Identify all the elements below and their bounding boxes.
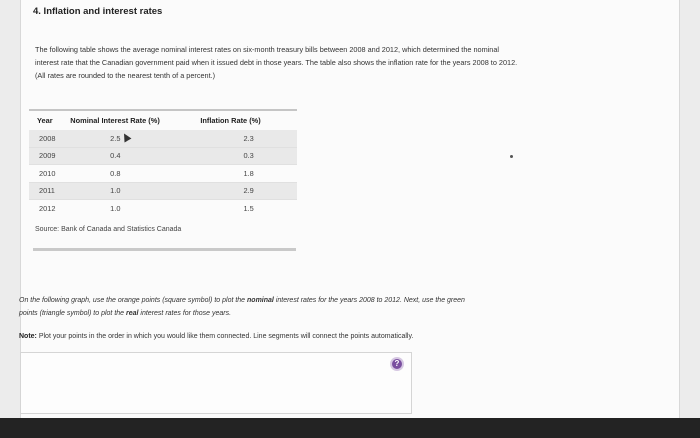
header-year: Year bbox=[37, 116, 53, 125]
cell-inflation: 1.5 bbox=[200, 200, 297, 217]
note-text: Plot your points in the order in which you would like them connected. Line segments will connect the points automatically. bbox=[36, 333, 414, 340]
instr-text-3: points (triangle symbol) to plot the bbox=[19, 309, 126, 317]
cell-nominal: 0.8 bbox=[70, 165, 200, 183]
cell-nominal: 0.4 bbox=[70, 147, 200, 165]
question-intro bbox=[35, 43, 665, 82]
instr-bold-real: real bbox=[126, 309, 139, 317]
table-row bbox=[29, 182, 297, 200]
table-row bbox=[29, 130, 297, 147]
divider bbox=[33, 248, 296, 251]
intro-line-3: (All rates are rounded to the nearest tenth of a percent.) bbox=[35, 71, 216, 80]
cell-year: 2012 bbox=[29, 200, 70, 217]
plot-note bbox=[19, 333, 639, 340]
table-source: Source: Bank of Canada and Statistics Canada bbox=[35, 226, 182, 233]
cell-inflation: 1.8 bbox=[200, 165, 297, 183]
instr-text-1: On the following graph, use the orange points (square symbol) to plot the bbox=[19, 297, 248, 304]
cell-inflation: 0.3 bbox=[200, 147, 297, 165]
help-icon[interactable]: ? bbox=[390, 357, 404, 371]
cell-nominal: 1.0 bbox=[70, 200, 200, 217]
instr-bold-nominal: nominal bbox=[247, 297, 274, 304]
instr-text-2: interest rates for the years 2008 to 2012. Next, use the green bbox=[273, 297, 465, 304]
instr-text-4: interest rates for those years. bbox=[138, 309, 232, 317]
graph-instructions bbox=[19, 295, 619, 320]
note-label: Note: bbox=[19, 333, 37, 340]
rates-table bbox=[29, 109, 297, 217]
stray-dot bbox=[510, 155, 513, 158]
table-row bbox=[29, 147, 297, 165]
header-inflation-rate: Inflation Rate (%) bbox=[200, 116, 261, 125]
cell-inflation: 2.3 bbox=[200, 130, 297, 147]
table-row bbox=[29, 200, 297, 217]
cell-year: 2011 bbox=[29, 182, 70, 200]
header-nominal-rate: Nominal Interest Rate (%) bbox=[70, 116, 160, 125]
cell-year: 2010 bbox=[29, 165, 70, 183]
graph-area[interactable] bbox=[20, 352, 412, 414]
intro-line-1: The following table shows the average nominal interest rates on six-month treasury bills between 2008 and 2012, which determined the nominal bbox=[35, 45, 500, 54]
question-title: 4. Inflation and interest rates bbox=[33, 6, 163, 17]
bottom-taskbar bbox=[0, 418, 700, 438]
cell-nominal: 1.0 bbox=[70, 182, 200, 200]
intro-line-2: interest rate that the Canadian government paid when it issued debt in those years. The table also shows the inflation rate for the years 2008 to 2012. bbox=[35, 58, 518, 67]
cell-nominal: 2.5 bbox=[70, 130, 200, 147]
cell-year: 2009 bbox=[29, 147, 70, 165]
table-row bbox=[29, 165, 297, 183]
cell-inflation: 2.9 bbox=[200, 182, 297, 200]
cell-year: 2008 bbox=[29, 130, 70, 147]
